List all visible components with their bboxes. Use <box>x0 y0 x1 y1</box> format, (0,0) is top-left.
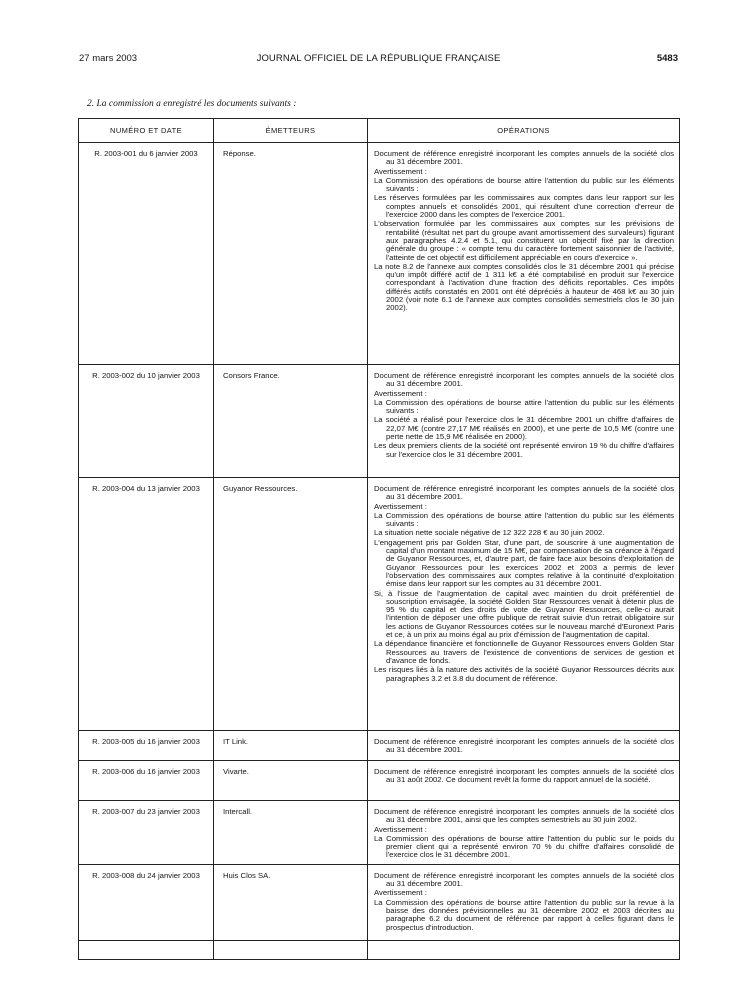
continuation-cell <box>214 940 368 959</box>
column-header-numero: NUMÉRO ET DATE <box>79 119 214 143</box>
warning-label: Avertissement : <box>374 888 427 898</box>
operation-paragraph: Document de référence enregistré incorporant les comptes annuels de la société clos au 31 décembre 2001. <box>374 737 674 755</box>
cell-numero: R. 2003-004 du 13 janvier 2003 <box>79 478 214 731</box>
warning-label: Avertissement : <box>374 501 427 511</box>
operation-paragraph: Document de référence enregistré incorporant les comptes annuels de la société clos au 31 décembre 2001. <box>374 371 674 389</box>
table-body <box>79 143 680 960</box>
cell-numero: R. 2003-001 du 6 janvier 2003 <box>79 143 214 365</box>
page-header <box>79 53 678 67</box>
operation-paragraph: La Commission des opérations de bourse attire l'attention du public sur la revue à la baisse des données prévisionnelles au 31 décembre 2002 et 2003 décrites au paragraphe 6.2 du document de référence par rapport à celles figurant dans le prospectus d'introduction. <box>374 897 674 932</box>
cell-emetteur: IT Link. <box>214 731 368 761</box>
operation-paragraph: La Commission des opérations de bourse attire l'attention du public sur le poids du premier client qui a représenté environ 70 % du chiffre d'affaires consolidé de l'exercice clos le 31 décembre 2001. <box>374 833 674 860</box>
continuation-cell <box>368 940 680 959</box>
documents-table <box>78 118 680 960</box>
cell-operations <box>368 801 680 865</box>
operation-paragraph: Document de référence enregistré incorporant les comptes annuels de la société clos au 31 décembre 2001. <box>374 149 674 167</box>
operation-paragraph: Document de référence enregistré incorporant les comptes annuels de la société clos au 31 décembre 2001, ainsi que les comptes semestriels au 30 juin 2002. <box>374 807 674 825</box>
cell-operations <box>368 731 680 761</box>
operation-paragraph: La société a réalisé pour l'exercice clos le 31 décembre 2001 un chiffre d'affaires de 22,07 M€ (contre 27,17 M€ réalisés en 2000), et une perte de 10,5 M€ (contre une perte nette de 15,9 M€ réalisée en 2000). <box>374 415 674 442</box>
table-row <box>79 761 680 801</box>
cell-operations <box>368 365 680 478</box>
cell-operations <box>368 143 680 365</box>
operation-paragraph: La dépendance financière et fonctionnelle de Guyanor Ressources envers Golden Star Ressources au travers de l'existence de conventions de services de gestion et d'avance de fonds. <box>374 639 674 665</box>
operation-paragraph: Les risques liés à la nature des activités de la société Guyanor Ressources décrits aux paragraphes 3.2 et 3.8 du document de référence. <box>374 665 674 683</box>
publication-date: 27 mars 2003 <box>79 53 138 64</box>
continuation-cell <box>79 940 214 959</box>
cell-numero: R. 2003-005 du 16 janvier 2003 <box>79 731 214 761</box>
operation-paragraph: Si, à l'issue de l'augmentation de capital avec maintien du droit préférentiel de souscription envisagée, la société Golden Star Ressources venait à détenir plus de 95 % du capital et des droits de vote de Guyanor Ressources, celle-ci aurait l'intention de déposer une offre publique de retrait suivie d'un retrait obligatoire sur les actions de Guyanor Ressources cotées sur le nouveau marché d'Euronext Paris et ce, à un prix au moins égal au prix d'émission de l'augmentation de capital. <box>374 588 674 640</box>
cell-operations <box>368 761 680 801</box>
cell-numero: R. 2003-002 du 10 janvier 2003 <box>79 365 214 478</box>
operation-paragraph: Document de référence enregistré incorporant les comptes annuels de la société clos au 31 décembre 2001. <box>374 870 674 889</box>
operation-paragraph: Les réserves formulées par les commissaires aux comptes dans leur rapport sur les comptes annuels et consolidés 2001, qui résultent d'une correction d'erreur de l'exercice 2000 dans les comptes de l'exercice 2001. <box>374 193 674 220</box>
cell-operations <box>368 864 680 940</box>
table-header-row <box>79 119 680 143</box>
operation-paragraph: La situation nette sociale négative de 12 322 228 € au 30 juin 2002. <box>374 528 605 538</box>
cell-numero: R. 2003-007 du 23 janvier 2003 <box>79 801 214 865</box>
cell-numero: R. 2003-008 du 24 janvier 2003 <box>79 864 214 940</box>
cell-emetteur: Intercall. <box>214 801 368 865</box>
operation-paragraph: L'engagement pris par Golden Star, d'une part, de souscrire à une augmentation de capital d'un montant maximum de 15 M€, par compensation de sa créance à l'égard de Guyanor Ressources, et, d'autre part, de faire face aux besoins d'exploitation de Guyanor Ressources pour les exercices 2002 et 2003 a permis de lever l'observation des commissaires aux comptes relative à la continuité d'exploitation émise dans leur rapport sur les comptes au 31 décembre 2001. <box>374 537 674 589</box>
warning-label: Avertissement : <box>374 166 427 176</box>
operation-paragraph: La note 8.2 de l'annexe aux comptes consolidés clos le 31 décembre 2001 qui précise qu'un impôt différé actif de 1 311 k€ a été comptabilisé en produit sur l'exercice correspondant à l'activation d'une fraction des déficits reportables. Ces impôts différés actifs constatés en 2001 ont été dépréciés à hauteur de 468 k€ au 30 juin 2002 (voir note 6.1 de l'annexe aux comptes consolidés semestriels clos le 30 juin 2002). <box>374 261 674 313</box>
operation-paragraph: Document de référence enregistré incorporant les comptes annuels de la société clos au 31 décembre 2001. <box>374 484 674 502</box>
column-header-emetteurs: ÉMETTEURS <box>214 119 368 143</box>
page-number: 5483 <box>656 53 678 64</box>
operation-paragraph: L'observation formulée par les commissaires aux comptes sur les prévisions de rentabilité (résultat net part du groupe avant amortissement des survaleurs) figurant aux paragraphes 4.2.4 et 5.1, qui constituent un objectif fixé par la direction générale du groupe : « compte tenu du caractère fortement saisonnier de l'activité, l'atteinte de cet objectif est difficilement appréciable en cours d'exercice ». <box>374 219 674 262</box>
cell-emetteur: Huis Clos SA. <box>214 864 368 940</box>
table-continuation-row <box>79 940 680 959</box>
cell-numero: R. 2003-006 du 16 janvier 2003 <box>79 761 214 801</box>
warning-label: Avertissement : <box>374 824 427 834</box>
cell-emetteur: Consors France. <box>214 365 368 478</box>
operation-paragraph: Les deux premiers clients de la société ont représenté environ 19 % du chiffre d'affaires sur l'exercice clos le 31 décembre 2001. <box>374 441 674 459</box>
operation-paragraph: Document de référence enregistré incorporant les comptes annuels de la société clos au 31 août 2002. Ce document revêt la forme du rapport annuel de la société. <box>374 767 674 785</box>
table-row <box>79 365 680 478</box>
table-row <box>79 731 680 761</box>
cell-emetteur: Guyanor Ressources. <box>214 478 368 731</box>
table-row <box>79 478 680 731</box>
operation-paragraph: La Commission des opérations de bourse attire l'attention du public sur les éléments suivants : <box>374 510 674 529</box>
operation-paragraph: La Commission des opérations de bourse attire l'attention du public sur les éléments suivants : <box>374 175 674 194</box>
section-intro: 2. La commission a enregistré les documents suivants : <box>87 99 297 109</box>
table-row <box>79 864 680 940</box>
cell-operations <box>368 478 680 731</box>
operation-paragraph: La Commission des opérations de bourse attire l'attention du public sur les éléments suivants : <box>374 397 674 416</box>
cell-emetteur: Vivarte. <box>214 761 368 801</box>
table-row <box>79 143 680 365</box>
warning-label: Avertissement : <box>374 388 427 398</box>
journal-title: JOURNAL OFFICIEL DE LA RÉPUBLIQUE FRANÇAISE <box>256 53 501 64</box>
column-header-operations: OPÉRATIONS <box>368 119 680 143</box>
table-row <box>79 801 680 865</box>
cell-emetteur: Réponse. <box>214 143 368 365</box>
